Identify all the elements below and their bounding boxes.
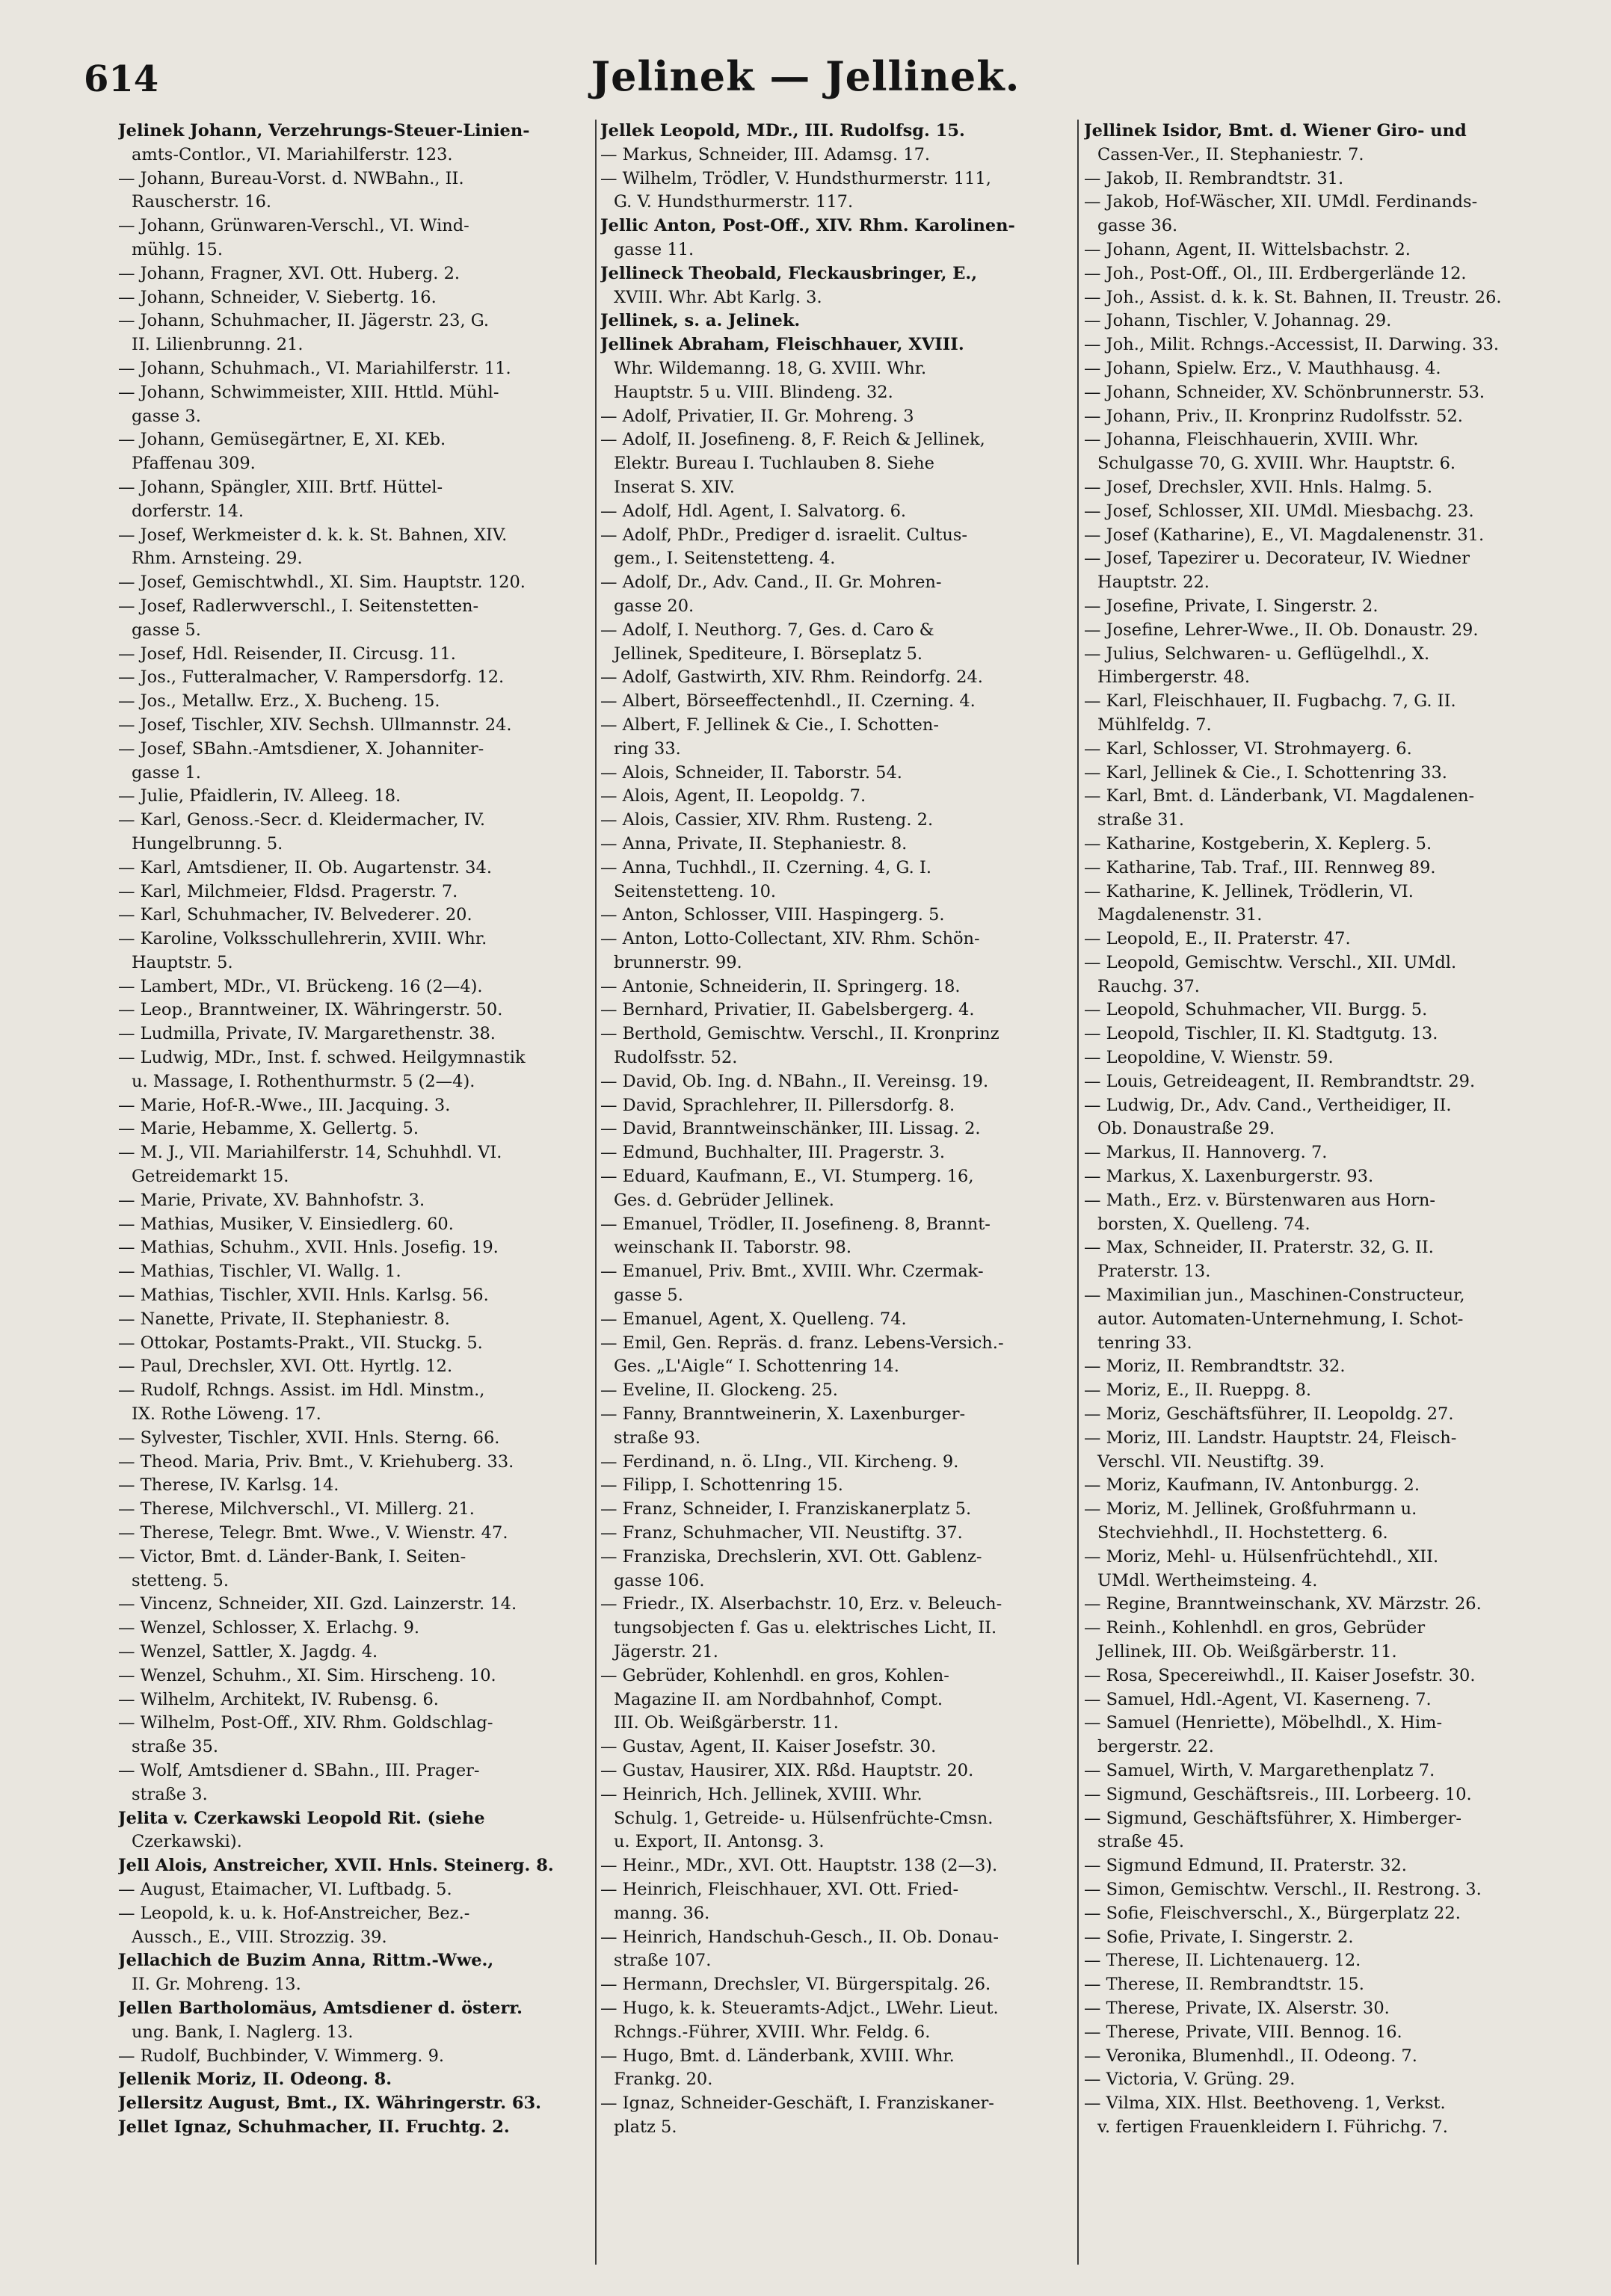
entry-line: — Katharine, K. Jellinek, Trödlerin, VI. [1084,881,1414,901]
page-title: Jelinek — Jellinek. [591,52,1020,100]
entry-line: — Ignaz, Schneider-Geschäft, I. Franziskaner- [600,2093,994,2114]
entry-line: G. V. Hundsthurmerstr. 117. [614,192,854,212]
entry-line: Getreidemarkt 15. [132,1167,289,1187]
entry-line: — Heinrich, Fleischhauer, XVI. Ott. Fried- [600,1879,959,1899]
entry-line: Seitenstetteng. 10. [614,881,777,901]
entry-surname-line: Jellet Ignaz, Schuhmacher, II. Fruchtg. 2. [118,2117,510,2137]
entry-line: — Leopold, k. u. k. Hof-Anstreicher, Bez.- [118,1903,470,1923]
entry-line: — Sofie, Fleischverschl., X., Bürgerplatz 22. [1084,1903,1461,1923]
entry-line: Rauchg. 37. [1097,976,1200,996]
entry-line: — Bernhard, Privatier, II. Gabelsbergerg. 4. [600,1000,975,1020]
entry-line: — Josef, Gemischtwhdl., XI. Sim. Hauptstr. 120. [118,573,526,593]
entry-line: — Alois, Cassier, XIV. Rhm. Rusteng. 2. [600,810,934,830]
entry-line: — Johann, Gemüsegärtner, E, XI. KEb. [118,430,446,450]
entry-line: — Friedr., IX. Alserbachstr. 10, Erz. v. Beleuch- [600,1594,1002,1614]
entry-line: amts-Contlor., VI. Mariahilferstr. 123. [132,144,453,164]
entry-line: — Leopoldine, V. Wienstr. 59. [1084,1048,1334,1068]
entry-line: — David, Branntweinschänker, III. Lissag. 2. [600,1119,981,1139]
entry-line: — Adolf, Gastwirth, XIV. Rhm. Reindorfg. 24. [600,667,983,688]
entry-line: manng. 36. [614,1903,710,1923]
entry-line: stetteng. 5. [132,1570,229,1590]
entry-line: — Jos., Metallw. Erz., X. Bucheng. 15. [118,691,440,712]
entry-line: — Leopold, Tischler, II. Kl. Stadtgutg. 13. [1084,1024,1438,1044]
entry-line: — Louis, Getreideagent, II. Rembrandtstr. 29. [1084,1071,1476,1091]
entry-line: — Hugo, k. k. Steueramts-Adjct., LWehr. Lieut. [600,1998,999,2018]
entry-line: — Albert, F. Jellinek & Cie., I. Schotten- [600,715,939,735]
entry-line: — Paul, Drechsler, XVI. Ott. Hyrtlg. 12. [118,1357,453,1377]
entry-line: — Karl, Schlosser, VI. Strohmayerg. 6. [1084,738,1412,759]
entry-line: gasse 106. [614,1570,705,1590]
entry-line: — Therese, Private, VIII. Bennog. 16. [1084,2022,1402,2042]
entry-line: weinschank II. Taborstr. 98. [614,1238,852,1258]
entry-line: — Rudolf, Rchngs. Assist. im Hdl. Minstm., [118,1380,485,1401]
entry-line: tenring 33. [1097,1333,1192,1353]
entry-line: — Markus, II. Hannoverg. 7. [1084,1143,1328,1163]
entry-line: — Jos., Futteralmacher, V. Rampersdorfg. 12. [118,667,505,688]
entry-line: — Johann, Fragner, XVI. Ott. Huberg. 2. [118,263,460,283]
entry-line: — Ludwig, MDr., Inst. f. schwed. Heilgymnastik [118,1048,526,1068]
entry-line: — Josef, Tapezirer u. Decorateur, IV. Wiedner [1084,549,1470,569]
entry-line: — Adolf, PhDr., Prediger d. israelit. Cultus- [600,525,967,545]
entry-line: — Reinh., Kohlenhdl. en gros, Gebrüder [1084,1618,1426,1638]
entry-line: Magdalenenstr. 31. [1097,905,1263,925]
entry-line: Pfaffenau 309. [132,454,256,474]
entry-line: — Moriz, M. Jellinek, Großfuhrmann u. [1084,1499,1417,1519]
entry-line: — Antonie, Schneiderin, II. Springerg. 18. [600,976,961,996]
entry-line: — Johann, Spängler, XIII. Brtf. Hüttel- [118,477,443,497]
entry-line: mühlg. 15. [132,239,224,259]
entry-line: — Sigmund Edmund, II. Praterstr. 32. [1084,1856,1407,1876]
entry-line: Magazine II. am Nordbahnhof, Compt. [614,1689,943,1709]
entry-surname-line: Jell Alois, Anstreicher, XVII. Hnls. Steinerg. 8. [118,1856,554,1876]
entry-line: — Theod. Maria, Priv. Bmt., V. Kriehuberg. 33. [118,1451,514,1472]
entry-line: — Rosa, Specereiwhdl., II. Kaiser Josefstr. 30. [1084,1665,1476,1685]
entry-line: — Anna, Tuchhdl., II. Czerning. 4, G. I. [600,857,931,877]
entry-line: — Eduard, Kaufmann, E., VI. Stumperg. 16, [600,1167,974,1187]
entry-line: — Franz, Schuhmacher, VII. Neustiftg. 37. [600,1523,963,1543]
entry-surname-line: Jellinek Abraham, Fleischhauer, XVIII. [600,335,964,355]
entry-line: — Moriz, E., II. Rueppg. 8. [1084,1380,1312,1401]
entry-line: — Math., Erz. v. Bürstenwaren aus Horn- [1084,1190,1435,1210]
entry-line: Rchngs.-Führer, XVIII. Whr. Feldg. 6. [614,2022,931,2042]
entry-line: — Emil, Gen. Repräs. d. franz. Lebens-Versich.- [600,1333,1004,1353]
entry-surname-line: Jellic Anton, Post-Off., XIV. Rhm. Karolinen- [600,216,1015,236]
entry-line: — Ludwig, Dr., Adv. Cand., Vertheidiger, II. [1084,1095,1452,1115]
entry-line: — August, Etaimacher, VI. Luftbadg. 5. [118,1879,452,1899]
entry-line: — Lambert, MDr., VI. Brückeng. 16 (2—4). [118,976,483,996]
entry-line: — Karl, Amtsdiener, II. Ob. Augartenstr. 34. [118,857,492,877]
entry-line: Ges. „L'Aigle“ I. Schottenring 14. [614,1357,899,1377]
entry-line: III. Ob. Weißgärberstr. 11. [614,1713,839,1733]
entry-line: — Heinrich, Hch. Jellinek, XVIII. Whr. [600,1784,922,1804]
entry-line: — Fanny, Branntweinerin, X. Laxenburger- [600,1404,966,1425]
entry-line: — David, Ob. Ing. d. NBahn., II. Vereinsg. 19. [600,1071,989,1091]
entry-line: — Albert, Börseeffectenhdl., II. Czerning. 4. [600,691,976,712]
entry-line: — Franz, Schneider, I. Franziskanerplatz 5. [600,1499,972,1519]
entry-line: — Adolf, II. Josefineng. 8, F. Reich & Jellinek, [600,430,985,450]
entry-line: — Gustav, Agent, II. Kaiser Josefstr. 30. [600,1737,937,1757]
entry-line: — Adolf, Dr., Adv. Cand., II. Gr. Mohren- [600,573,942,593]
entry-line: — Nanette, Private, II. Stephaniestr. 8. [118,1309,450,1329]
entry-line: Hauptstr. 5 u. VIII. Blindeng. 32. [614,382,893,402]
entry-line: UMdl. Wertheimsteing. 4. [1097,1570,1318,1590]
entry-line: — Alois, Schneider, II. Taborstr. 54. [600,762,902,783]
entry-line: Inserat S. XIV. [614,477,735,497]
entry-line: — Josef, Schlosser, XII. UMdl. Miesbachg. 23. [1084,501,1474,521]
entry-line: — Karl, Fleischhauer, II. Fugbachg. 7, G. II. [1084,691,1456,712]
entry-line: gasse 3. [132,406,201,426]
entry-surname-line: Jellersitz August, Bmt., IX. Währingerstr. 63. [118,2093,542,2114]
entry-line: — Victoria, V. Grüng. 29. [1084,2070,1296,2090]
entry-line: — Josefine, Private, I. Singerstr. 2. [1084,596,1379,616]
entry-line: — Max, Schneider, II. Praterstr. 32, G. II. [1084,1238,1434,1258]
entry-line: Elektr. Bureau I. Tuchlauben 8. Siehe [614,454,934,474]
entry-line: — Wilhelm, Architekt, IV. Rubensg. 6. [118,1689,439,1709]
entry-line: — Marie, Hebamme, X. Gellertg. 5. [118,1119,419,1139]
entry-line: Hungelbrunng. 5. [132,833,283,854]
entry-line: — Gebrüder, Kohlenhdl. en gros, Kohlen- [600,1665,949,1685]
entry-surname-line: Jellinek, s. a. Jelinek. [600,311,801,331]
entry-line: — Adolf, I. Neuthorg. 7, Ges. d. Caro & [600,620,934,640]
page-header [0,52,1611,105]
entry-line: Czerkawski). [132,1832,242,1852]
entry-line: — Markus, X. Laxenburgerstr. 93. [1084,1167,1374,1187]
entry-line: — Berthold, Gemischtw. Verschl., II. Kronprinz [600,1024,999,1044]
entry-line: gasse 1. [132,762,201,783]
entry-line: XVIII. Whr. Abt Karlg. 3. [614,287,822,307]
entry-line: — Ferdinand, n. ö. LIng., VII. Kircheng. 9. [600,1451,959,1472]
entry-line: — Johann, Bureau-Vorst. d. NWBahn., II. [118,168,464,188]
entry-line: Schulgasse 70, G. XVIII. Whr. Hauptstr. 6. [1097,454,1456,474]
entry-line: — Samuel, Hdl.-Agent, VI. Kaserneng. 7. [1084,1689,1432,1709]
entry-line: gem., I. Seitenstetteng. 4. [614,549,836,569]
entry-surname-line: Jelinek Johann, Verzehrungs-Steuer-Linien- [118,121,530,141]
directory-column-3 [1084,120,1568,2272]
entry-line: — Josef, SBahn.-Amtsdiener, X. Johanniter- [118,738,484,759]
entry-line: — Franziska, Drechslerin, XVI. Ott. Gablenz- [600,1546,982,1567]
entry-line: — Simon, Gemischtw. Verschl., II. Restrong. 3. [1084,1879,1482,1899]
entry-line: — Markus, Schneider, III. Adamsg. 17. [600,144,931,164]
entry-line: — Therese, Milchverschl., VI. Millerg. 21. [118,1499,475,1519]
entry-line: — Veronika, Blumenhdl., II. Odeong. 7. [1084,2046,1417,2066]
entry-line: dorferstr. 14. [132,501,244,521]
entry-line: — Johann, Priv., II. Kronprinz Rudolfsstr. 52. [1084,406,1463,426]
entry-line: Jellinek, Spediteure, I. Börseplatz 5. [614,644,923,664]
entry-line: bergerstr. 22. [1097,1737,1214,1757]
entry-line: straße 45. [1097,1832,1185,1852]
entry-line: — Sylvester, Tischler, XVII. Hnls. Sterng. 66. [118,1428,500,1448]
entry-line: IX. Rothe Löweng. 17. [132,1404,321,1425]
entry-line: — Jakob, Hof-Wäscher, XII. UMdl. Ferdinands- [1084,192,1478,212]
entry-line: Ob. Donaustraße 29. [1097,1119,1275,1139]
entry-line: straße 31. [1097,810,1185,830]
entry-line: Ges. d. Gebrüder Jellinek. [614,1190,834,1210]
entry-line: gasse 20. [614,596,694,616]
entry-line: — Anna, Private, II. Stephaniestr. 8. [600,833,908,854]
entry-line: — Marie, Hof-R.-Wwe., III. Jacquing. 3. [118,1095,451,1115]
entry-line: — Eveline, II. Glockeng. 25. [600,1380,838,1401]
entry-line: Himbergerstr. 48. [1097,667,1251,688]
entry-surname-line: Jellek Leopold, MDr., III. Rudolfsg. 15. [600,121,965,141]
entry-line: — Karl, Genoss.-Secr. d. Kleidermacher, IV. [118,810,486,830]
entry-line: — Emanuel, Trödler, II. Josefineng. 8, Brannt- [600,1214,991,1234]
entry-line: tungsobjecten f. Gas u. elektrisches Licht, II. [614,1618,997,1638]
entry-line: Schulg. 1, Getreide- u. Hülsenfrüchte-Cmsn. [614,1808,994,1828]
entry-line: — Vilma, XIX. Hlst. Beethoveng. 1, Verkst. [1084,2093,1446,2114]
entry-line: — Josefine, Lehrer-Wwe., II. Ob. Donaustr. 29. [1084,620,1479,640]
entry-line: — Karl, Schuhmacher, IV. Belvederег. 20. [118,905,472,925]
entry-line: gasse 36. [1097,216,1178,236]
entry-line: Rudolfsstr. 52. [614,1048,738,1068]
entry-line: — Hugo, Bmt. d. Länderbank, XVIII. Whr. [600,2046,955,2066]
entry-line: — Filipp, I. Schottenring 15. [600,1475,843,1496]
entry-line: — Edmund, Buchhalter, III. Pragerstr. 3. [600,1143,946,1163]
entry-surname-line: Jellinek Isidor, Bmt. d. Wiener Giro- und [1084,121,1467,141]
entry-line: — Leopold, E., II. Praterstr. 47. [1084,929,1351,949]
entry-line: — Johann, Schneider, V. Siebertg. 16. [118,287,437,307]
entry-line: Rauscherstr. 16. [132,192,272,212]
entry-line: — Sigmund, Geschäftsführer, X. Himberger- [1084,1808,1461,1828]
entry-line: — Maximilian jun., Maschinen-Constructeur, [1084,1286,1465,1306]
entry-line: platz 5. [614,2117,677,2137]
entry-line: — Katharine, Kostgeberin, X. Keplerg. 5. [1084,833,1432,854]
entry-line: borsten, X. Quelleng. 74. [1097,1214,1310,1234]
entry-line: — Sigmund, Geschäftsreis., III. Lorbeerg. 10. [1084,1784,1472,1804]
entry-line: — Katharine, Tab. Traf., III. Rennweg 89. [1084,857,1436,877]
entry-line: — Samuel, Wirth, V. Margarethenplatz 7. [1084,1760,1435,1780]
entry-line: — Johann, Grünwaren-Verschl., VI. Wind- [118,216,469,236]
entry-line: — Moriz, III. Landstr. Hauptstr. 24, Fleisch- [1084,1428,1457,1448]
entry-line: — Wilhelm, Trödler, V. Hundsthurmerstr. 111, [600,168,991,188]
entry-line: — Julius, Selchwaren- u. Geflügelhdl., X. [1084,644,1430,664]
entry-line: gasse 11. [614,239,694,259]
entry-line: ung. Bank, I. Naglerg. 13. [132,2022,354,2042]
entry-line: Whr. Wildemanng. 18, G. XVIII. Whr. [614,358,927,378]
entry-line: — Johann, Spielw. Erz., V. Mauthhausg. 4. [1084,358,1441,378]
entry-line: — David, Sprachlehrer, II. Pillersdorfg. 8. [600,1095,955,1115]
entry-line: — Gustav, Hausirer, XIX. Rßd. Hauptstr. 20. [600,1760,974,1780]
entry-line: — Leop., Branntweiner, IX. Währingerstr. 50. [118,1000,503,1020]
entry-line: Hauptstr. 5. [132,952,233,972]
directory-column-2 [600,120,1085,2272]
entry-line: — Wenzel, Sattler, X. Jagdg. 4. [118,1642,378,1661]
entry-line: — Regine, Branntweinschank, XV. Märzstr. 26. [1084,1594,1482,1614]
entry-surname-line: Jelita v. Czerkawski Leopold Rit. (siehe [118,1808,485,1828]
entry-line: — Marie, Private, XV. Bahnhofstr. 3. [118,1190,425,1210]
entry-line: — Wenzel, Schlosser, X. Erlachg. 9. [118,1618,420,1638]
entry-line: Verschl. VII. Neustiftg. 39. [1097,1451,1325,1472]
entry-line: — Moriz, Kaufmann, IV. Antonburgg. 2. [1084,1475,1420,1496]
entry-line: straße 35. [132,1737,219,1757]
entry-line: — Jakob, II. Rembrandtstr. 31. [1084,168,1344,188]
entry-line: — Julie, Pfaidlerin, IV. Alleeg. 18. [118,786,401,806]
directory-column-1 [118,120,603,2272]
entry-line: — Johann, Agent, II. Wittelsbachstr. 2. [1084,239,1411,259]
entry-line: II. Lilienbrunng. 21. [132,335,304,355]
entry-line: — Leopold, Gemischtw. Verschl., XII. UMdl. [1084,952,1457,972]
entry-line: — Josef, Hdl. Reisender, II. Circusg. 11. [118,644,456,664]
entry-line: u. Massage, I. Rothenthurmstr. 5 (2—4). [132,1071,475,1091]
entry-line: — Rudolf, Buchbinder, V. Wimmerg. 9. [118,2046,445,2066]
entry-line: — Anton, Schlosser, VIII. Haspingerg. 5. [600,905,945,925]
entry-line: ring 33. [614,738,681,759]
entry-line: Cassen-Ver., II. Stephaniestr. 7. [1097,144,1364,164]
entry-line: — Victor, Bmt. d. Länder-Bank, I. Seiten- [118,1546,466,1567]
entry-line: — Wilhelm, Post-Off., XIV. Rhm. Goldschlag- [118,1713,493,1733]
entry-line: — Samuel (Henriette), Möbelhdl., X. Him- [1084,1713,1443,1733]
entry-line: — Therese, II. Lichtenauerg. 12. [1084,1951,1361,1971]
entry-line: — Therese, IV. Karlsg. 14. [118,1475,339,1496]
entry-line: — Mathias, Schuhm., XVII. Hnls. Josefig. 19. [118,1238,499,1258]
entry-line: — Josef, Radlerwverschl., I. Seitenstetten- [118,596,479,616]
entry-line: — Johann, Tischler, V. Johannag. 29. [1084,311,1392,331]
entry-line: — Anton, Lotto-Collectant, XIV. Rhm. Schön- [600,929,980,949]
entry-line: Jägerstr. 21. [614,1642,718,1661]
entry-line: — Therese, II. Rembrandtstr. 15. [1084,1975,1364,1995]
entry-line: — Alois, Agent, II. Leopoldg. 7. [600,786,866,806]
page-number: 614 [84,58,159,100]
entry-line: straße 107. [614,1951,712,1971]
entry-line: — M. J., VII. Mariahilferstr. 14, Schuhhdl. VI. [118,1143,502,1163]
entry-line: Praterstr. 13. [1097,1262,1211,1282]
entry-line: — Ludmilla, Private, IV. Margarethenstr. 38. [118,1024,496,1044]
entry-surname-line: Jellineck Theobald, Fleckausbringer, E., [600,263,978,283]
entry-line: — Joh., Post-Off., Ol., III. Erdbergerlände 12. [1084,263,1467,283]
entry-line: — Josef, Drechsler, XVII. Hnls. Halmg. 5. [1084,477,1433,497]
entry-line: gasse 5. [132,620,201,640]
entry-line: Hauptstr. 22. [1097,573,1210,593]
entry-line: — Moriz, Geschäftsführer, II. Leopoldg. 27. [1084,1404,1454,1425]
entry-line: — Adolf, Privatier, II. Gr. Mohreng. 3 [600,406,914,426]
entry-line: — Mathias, Musiker, V. Einsiedlerg. 60. [118,1214,454,1234]
entry-line: — Heinrich, Handschuh-Gesch., II. Ob. Donau- [600,1927,999,1947]
entry-line: v. fertigen Frauenkleidern I. Führichg. 7. [1097,2117,1448,2137]
entry-line: Jellinek, III. Ob. Weißgärberstr. 11. [1097,1642,1397,1661]
entry-line: Stechviehhdl., II. Hochstetterg. 6. [1097,1523,1388,1543]
entry-line: Aussch., E., VIII. Strozzig. 39. [132,1927,387,1947]
entry-line: Mühlfeldg. 7. [1097,715,1212,735]
entry-line: — Sofie, Private, I. Singerstr. 2. [1084,1927,1354,1947]
entry-line: — Mathias, Tischler, VI. Wallg. 1. [118,1262,401,1282]
entry-line: — Therese, Telegr. Bmt. Wwe., V. Wienstr. 47. [118,1523,508,1543]
entry-line: — Joh., Milit. Rchngs.-Accessist, II. Darwing. 33. [1084,335,1500,355]
entry-line: — Therese, Private, IX. Alserstr. 30. [1084,1998,1390,2018]
entry-line: — Adolf, Hdl. Agent, I. Salvatorg. 6. [600,501,907,521]
entry-line: u. Export, II. Antonsg. 3. [614,1832,825,1852]
entry-line: — Johann, Schuhmacher, II. Jägerstr. 23, G. [118,311,490,331]
entry-line: — Leopold, Schuhmacher, VII. Burgg. 5. [1084,1000,1428,1020]
entry-line: Frankg. 20. [614,2070,713,2090]
entry-line: straße 3. [132,1784,208,1804]
entry-line: — Emanuel, Priv. Bmt., XVIII. Whr. Czermak- [600,1262,984,1282]
entry-line: — Karl, Jellinek & Cie., I. Schottenring 33. [1084,762,1447,783]
entry-line: — Karl, Bmt. d. Länderbank, VI. Magdalenen- [1084,786,1475,806]
entry-line: II. Gr. Mohreng. 13. [132,1975,301,1995]
entry-surname-line: Jellenik Moriz, II. Odeong. 8. [118,2070,392,2090]
entry-surname-line: Jellachich de Buzim Anna, Rittm.-Wwe., [118,1951,494,1971]
entry-line: — Josef, Werkmeister d. k. k. St. Bahnen, XIV. [118,525,508,545]
entry-line: — Vincenz, Schneider, XII. Gzd. Lainzerstr. 14. [118,1594,517,1614]
entry-surname-line: Jellen Bartholomäus, Amtsdiener d. österr. [118,1998,523,2018]
entry-line: — Heinr., MDr., XVI. Ott. Hauptstr. 138 (2—3). [600,1856,998,1876]
entry-line: — Johanna, Fleischhauerin, XVIII. Whr. [1084,430,1419,450]
entry-line: — Joh., Assist. d. k. k. St. Bahnen, II. Treustr. 26. [1084,287,1502,307]
entry-line: brunnerstr. 99. [614,952,742,972]
entry-line: — Moriz, II. Rembrandtstr. 32. [1084,1357,1346,1377]
entry-line: — Ottokar, Postamts-Prakt., VII. Stuckg. 5. [118,1333,483,1353]
entry-line: — Moriz, Mehl- u. Hülsenfrüchtehdl., XII. [1084,1546,1439,1567]
entry-line: autor. Automaten-Unternehmung, I. Schot- [1097,1309,1464,1329]
entry-line: — Josef, Tischler, XIV. Sechsh. Ullmannstr. 24. [118,715,512,735]
entry-line: — Wolf, Amtsdiener d. SBahn., III. Prager- [118,1760,480,1780]
entry-line: straße 93. [614,1428,701,1448]
entry-line: — Hermann, Drechsler, VI. Bürgerspitalg. 26. [600,1975,991,1995]
entry-line: Rhm. Arnsteing. 29. [132,549,303,569]
entry-line: — Mathias, Tischler, XVII. Hnls. Karlsg. 56. [118,1286,489,1306]
entry-line: — Wenzel, Schuhm., XI. Sim. Hirscheng. 10. [118,1665,496,1685]
entry-line: — Johann, Schwimmeister, XIII. Httld. Mühl- [118,382,499,402]
entry-line: — Karl, Milchmeier, Fldsd. Pragerstr. 7. [118,881,458,901]
entry-line: — Johann, Schuhmach., VI. Mariahilferstr. 11. [118,358,511,378]
entry-line: — Johann, Schneider, XV. Schönbrunnerstr. 53. [1084,382,1485,402]
entry-line: — Josef (Katharine), E., VI. Magdalenenstr. 31. [1084,525,1485,545]
entry-line: gasse 5. [614,1286,683,1306]
entry-line: — Karoline, Volksschullehrerin, XVIII. Whr. [118,929,487,949]
entry-line: — Emanuel, Agent, X. Quelleng. 74. [600,1309,907,1329]
